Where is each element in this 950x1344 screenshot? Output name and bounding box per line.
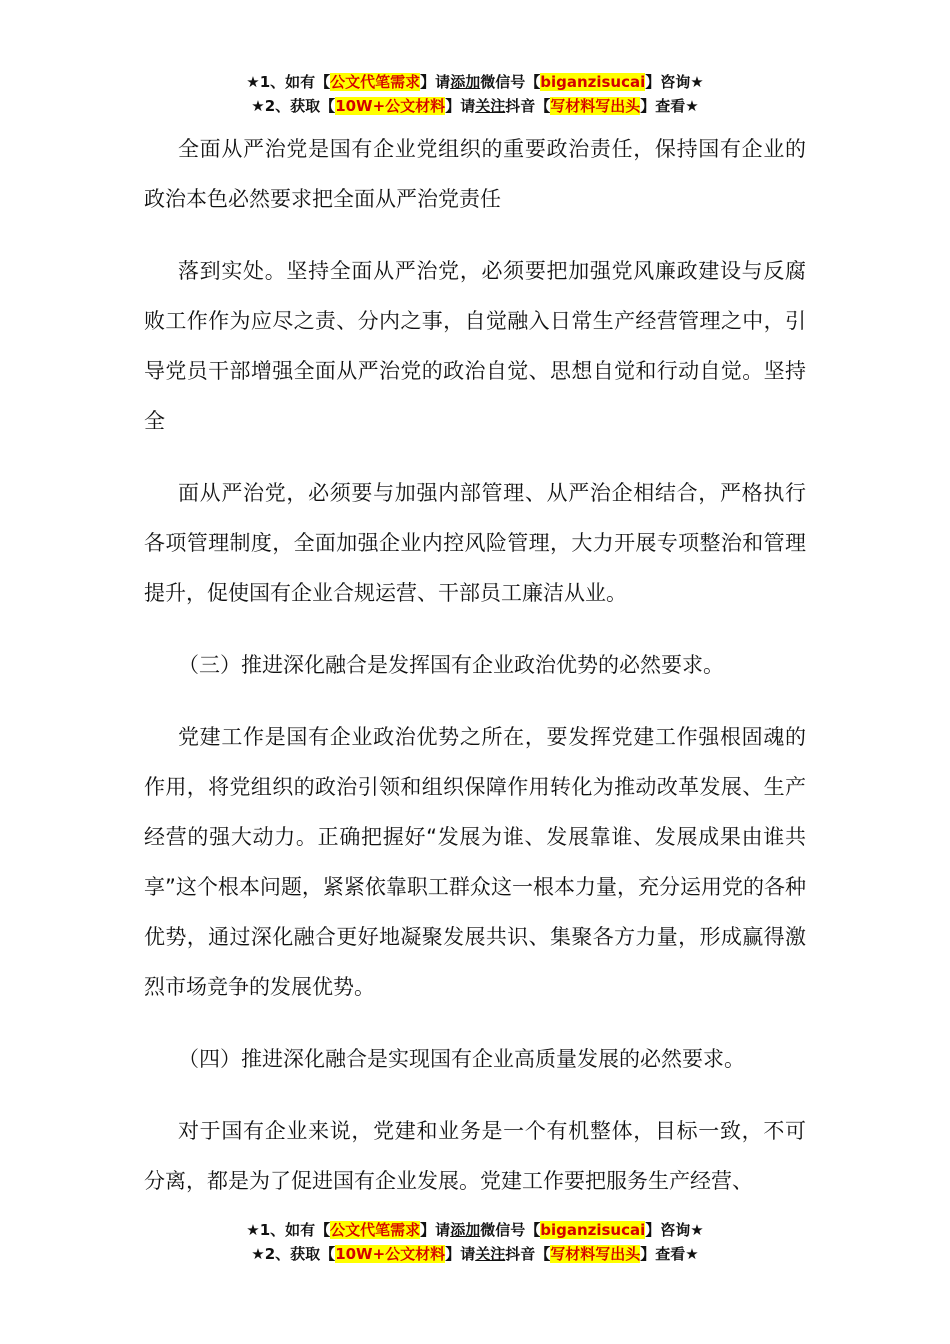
paragraph: 党建工作是国有企业政治优势之所在，要发挥党建工作强根固魂的作用，将党组织的政治引领和组织保障作用转化为推动改革发展、生产经营的强大动力。正确把握好“发展为谁、发展靠谁、发展成果由谁共享”这个根本问题，紧紧依靠职工群众这一根本力量，充分运用党的各种优势，通过深化融合更好地凝聚发展共识、集聚各方力量，形成赢得激烈市场竞争的发展优势。 [144,725,806,999]
star-icon: ★ [251,97,265,115]
footer-line-2: ★2、获取【10W+公文材料】请关注抖音【写材料写出头】查看★ [251,1245,699,1263]
paragraph: 对于国有企业来说，党建和业务是一个有机整体，目标一致，不可分离，都是为了促进国有企业发展。党建工作要把服务生产经营、 [144,1119,806,1193]
section-heading: （四）推进深化融合是实现国有企业高质量发展的必然要求。 [178,1047,745,1071]
underlined-text: 关注 [475,1245,506,1263]
douyin-account: 写材料写出头 [550,97,641,115]
star-icon: ★ [246,1221,260,1239]
douyin-account: 写材料写出头 [550,1245,641,1263]
header-banner [0,70,950,118]
star-icon: ★ [251,1245,265,1263]
header-line-2: ★2、获取【10W+公文材料】请关注抖音【写材料写出头】查看★ [251,97,699,115]
star-icon: ★ [246,73,260,91]
highlight-text: 公文代笔需求 [330,1221,421,1239]
section-heading: （三）推进深化融合是发挥国有企业政治优势的必然要求。 [178,653,724,677]
underlined-text: 添加 [450,1221,481,1239]
highlight-text: 10W+公文材料 [335,97,446,115]
highlight-text: 公文代笔需求 [330,73,421,91]
document-body [144,124,806,1228]
highlight-text: 10W+公文材料 [335,1245,446,1263]
paragraph: 面从严治党，必须要与加强内部管理、从严治企相结合，严格执行各项管理制度，全面加强企业内控风险管理，大力开展专项整治和管理提升，促使国有企业合规运营、干部员工廉洁从业。 [144,481,806,605]
paragraph: 落到实处。坚持全面从严治党，必须要把加强党风廉政建设与反腐败工作作为应尽之责、分内之事，自觉融入日常生产经营管理之中，引导党员干部增强全面从严治党的政治自觉、思想自觉和行动自觉。坚持全 [144,259,806,433]
wechat-id: biganzisucai [540,1221,646,1239]
wechat-id: biganzisucai [540,73,646,91]
paragraph: 全面从严治党是国有企业党组织的重要政治责任，保持国有企业的政治本色必然要求把全面从严治党责任 [144,137,806,211]
footer-banner [0,1218,950,1266]
underlined-text: 关注 [475,97,506,115]
underlined-text: 添加 [450,73,481,91]
footer-line-1: ★1、如有【公文代笔需求】请添加微信号【biganzisucai】咨询★ [246,1221,704,1239]
header-line-1: ★1、如有【公文代笔需求】请添加微信号【biganzisucai】咨询★ [246,73,704,91]
